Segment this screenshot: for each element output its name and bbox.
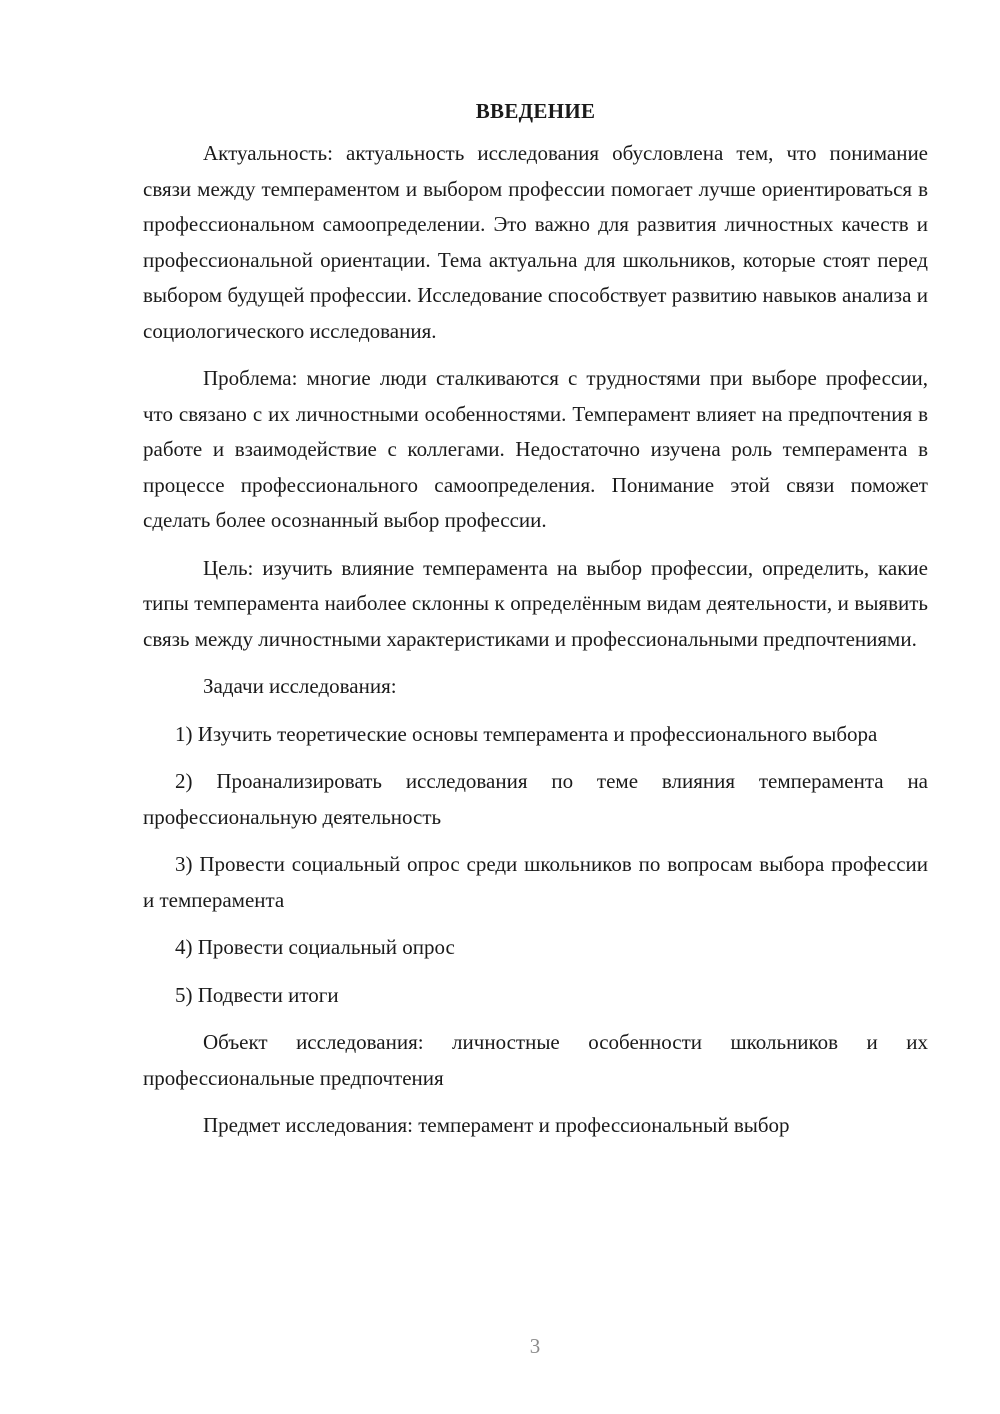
task-item-3: 3) Провести социальный опрос среди школьников по вопросам выбора профессии и темперамента [143,852,928,912]
problem-paragraph: Проблема: многие люди сталкиваются с трудностями при выборе профессии, что связано с их личностными особенностями. Темперамент влияет на предпочтения в работе и взаимодействие с коллегами. Недостаточно изучена роль темперамента в процессе профессионального самоопределения. Понимание этой связи поможет сделать более осознанный выбор профессии. [143,366,928,532]
object-paragraph: Объект исследования: личностные особенности школьников и их профессиональные предпочтения [143,1030,928,1090]
task-item-1: 1) Изучить теоретические основы темперамента и профессионального выбора [175,721,878,746]
section-title: ВВЕДЕНИЕ [475,99,596,123]
task-item-2: 2) Проанализировать исследования по теме влияния темперамента на профессиональную деятельность [143,769,928,829]
task-item-5: 5) Подвести итоги [175,982,339,1007]
relevance-paragraph: Актуальность: актуальность исследования обусловлена тем, что понимание связи между темпераментом и выбором профессии помогает лучше ориентироваться в профессиональном самоопределении. Это важно для развития личностных качеств и профессиональной ориентации. Тема актуальна для школьников, которые стоят перед выбором будущей профессии. Исследование способствует развитию навыков анализа и социологического исследования. [143,141,928,343]
goal-paragraph: Цель: изучить влияние темперамента на выбор профессии, определить, какие типы темперамента наиболее склонны к определённым видам деятельности, и выявить связь между личностными характеристиками и профессиональными предпочтениями. [143,555,928,651]
page-content [143,96,928,1156]
tasks-heading: Задачи исследования: [203,674,397,698]
task-item-4: 4) Провести социальный опрос [175,935,455,959]
subject-paragraph: Предмет исследования: темперамент и профессиональный выбор [203,1113,790,1137]
page-number: 3 [529,1334,541,1358]
